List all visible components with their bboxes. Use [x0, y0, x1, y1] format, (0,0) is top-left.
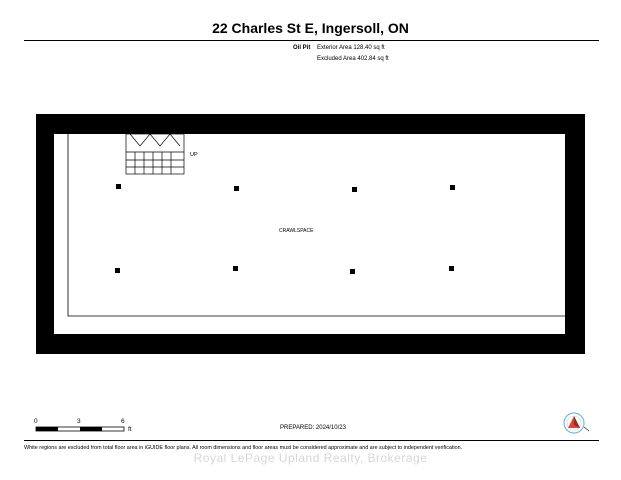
page-title: 22 Charles St E, Ingersoll, ON	[212, 20, 409, 36]
post	[449, 266, 454, 271]
post	[233, 266, 238, 271]
post	[350, 269, 355, 274]
disclaimer-text: White regions are excluded from total floor area in iGUIDE floor plans. All room dimensions and floor areas must be considered approximate and are subject to independent verification.	[24, 445, 463, 451]
brokerage-watermark: Royal LePage Upland Realty, Brokerage	[193, 451, 428, 465]
scale-bar	[36, 427, 124, 431]
scale-unit: ft	[128, 426, 132, 433]
post	[450, 185, 455, 190]
footer-divider	[24, 440, 599, 441]
interior-boundary	[68, 134, 565, 316]
scale-tick-6: 6	[121, 418, 125, 425]
post	[115, 268, 120, 273]
stair-direction-label: UP	[190, 152, 198, 158]
stairs	[126, 134, 184, 174]
compass-icon	[564, 413, 589, 433]
scale-tick-0: 0	[34, 418, 38, 425]
excluded-area: Excluded Area 402.84 sq ft	[317, 56, 389, 62]
exterior-area: Exterior Area 128.40 sq ft	[317, 45, 385, 51]
post	[116, 184, 121, 189]
level-name: Oil Pit	[293, 45, 311, 51]
exterior-wall	[36, 114, 585, 354]
room-label: CRAWLSPACE	[279, 228, 314, 234]
post	[234, 186, 239, 191]
post	[352, 187, 357, 192]
prepared-date: PREPARED: 2024/10/23	[280, 425, 346, 431]
scale-tick-3: 3	[77, 418, 81, 425]
